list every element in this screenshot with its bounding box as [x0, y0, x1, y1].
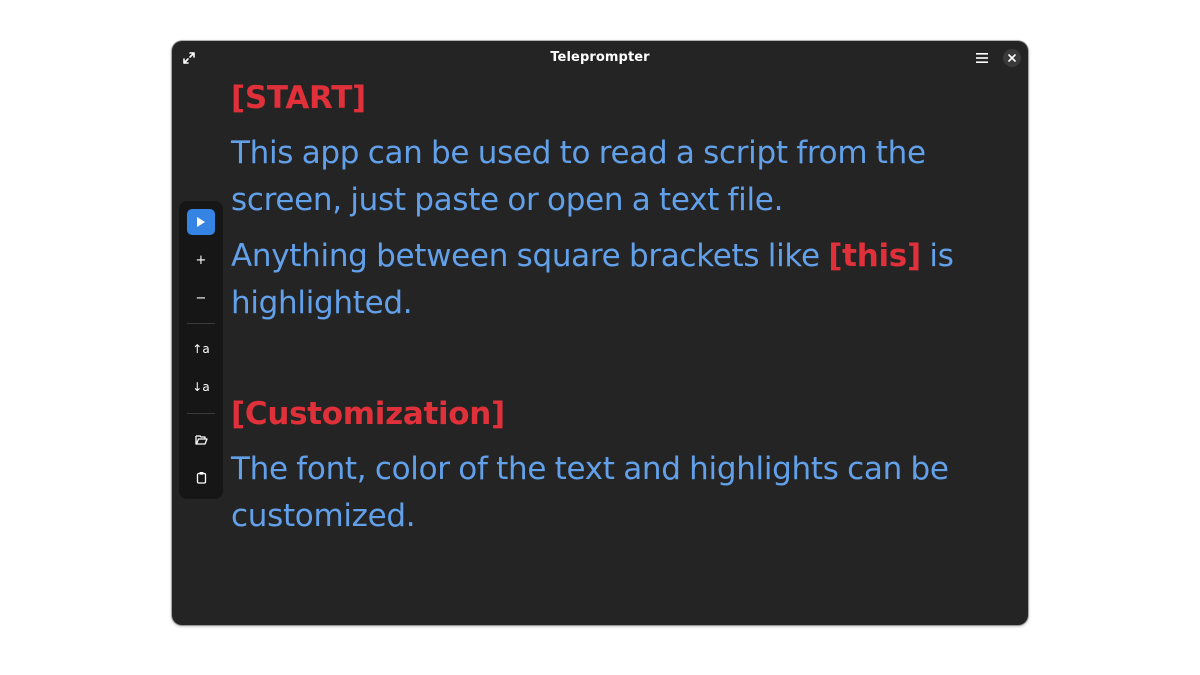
toolbar-separator: [187, 413, 215, 414]
font-size-increase-button[interactable]: [187, 336, 215, 362]
folder-open-icon: [195, 434, 208, 445]
script-paragraph-brackets: [231, 233, 1021, 327]
close-button[interactable]: [1003, 49, 1021, 67]
play-icon: [196, 216, 206, 228]
minus-icon: −: [195, 290, 207, 306]
plus-icon: +: [195, 252, 207, 268]
speed-increase-button[interactable]: [187, 247, 215, 273]
script-text: is highlighted.: [231, 238, 954, 321]
close-icon: [1008, 54, 1016, 62]
paste-button[interactable]: [187, 464, 215, 490]
font-size-decrease-button[interactable]: [187, 374, 215, 400]
open-file-button[interactable]: [187, 426, 215, 452]
speed-decrease-button[interactable]: [187, 285, 215, 311]
play-button[interactable]: [187, 209, 215, 235]
script-paragraph-intro: This app can be used to read a script from the screen, just paste or open a text file.: [231, 135, 926, 218]
toolbar-separator: [187, 323, 215, 324]
script-text: Anything between square brackets like: [231, 238, 829, 274]
hamburger-menu-icon: [975, 52, 989, 64]
script-paragraph-customization: The font, color of the text and highlights can be customized.: [231, 451, 949, 534]
highlight-this: [this]: [828, 238, 921, 274]
clipboard-icon: [196, 471, 207, 484]
highlight-customization: [Customization]: [231, 396, 505, 432]
text-decrease-icon: ↓a: [192, 380, 210, 394]
text-increase-icon: ↑a: [192, 342, 210, 356]
script-text-view[interactable]: [231, 75, 1021, 540]
window-title: Teleprompter: [550, 50, 650, 65]
main-menu-button[interactable]: [972, 48, 992, 68]
side-toolbar: [179, 201, 223, 499]
teleprompter-window: [172, 41, 1028, 625]
highlight-start: [START]: [231, 80, 366, 116]
headerbar: [172, 41, 1028, 75]
